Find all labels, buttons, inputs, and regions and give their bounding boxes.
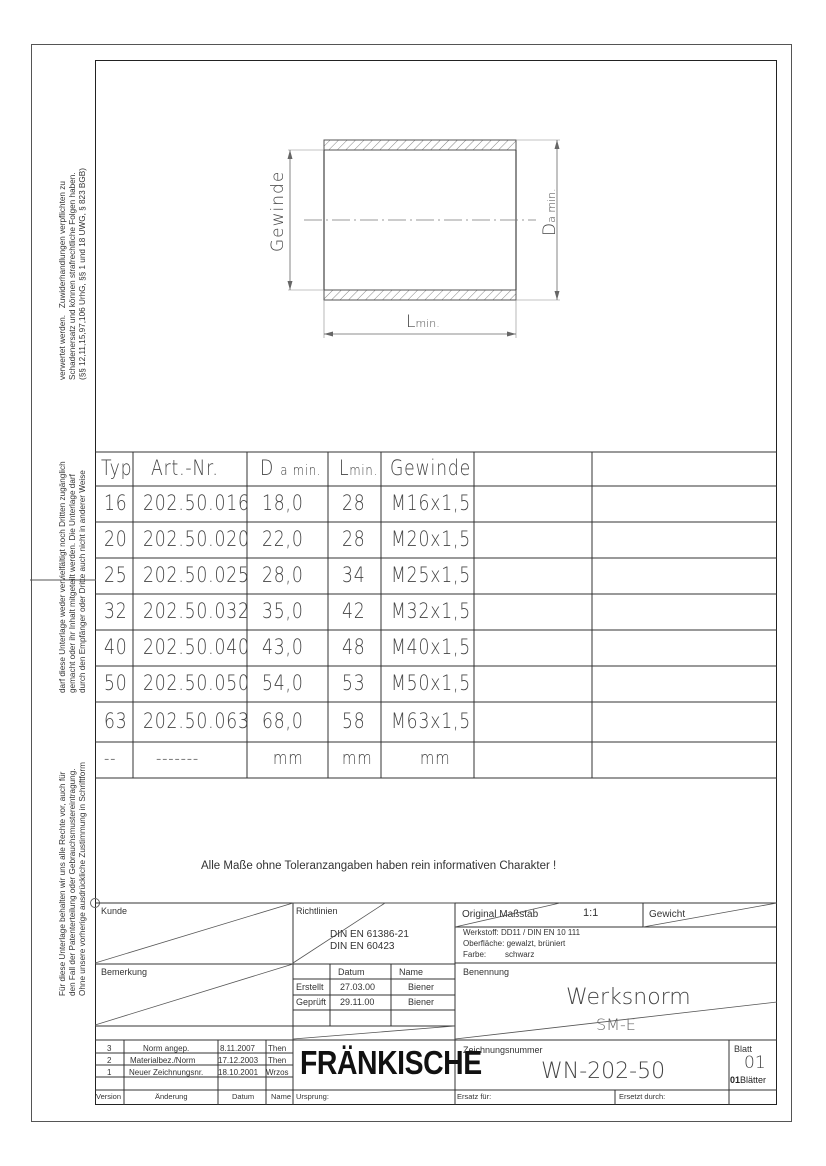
zeichnungsnummer-label: Zeichnungsnummer xyxy=(463,1045,543,1055)
cell-art-nr: 202.50.020 xyxy=(143,527,250,551)
ersatz-fuer-label: Ersatz für: xyxy=(457,1092,492,1101)
blatt-value: 01 xyxy=(744,1053,766,1073)
side-note-lower: Für diese Unterlage behalten wir uns alle Rechte vor, auch für den Fall der Patenterteilung oder Gebrauchsmustereintragung. Ohne unsere vorherige ausdrückliche Zustimmung in Schriftform xyxy=(58,762,87,996)
side-note-upper: verwertet werden. Zuwiderhandlungen verpflichten zu Schadenersatz und können strafrechtliche Folgen haben. (§§ 12,11,15,97,106 UrhG, §§ 1 und 18 UWG, § 823 BGB) xyxy=(58,168,87,380)
cell-l-min: 58 xyxy=(342,709,366,733)
revision-date: 17.12.2003 xyxy=(218,1056,259,1065)
cell-l-min: 48 xyxy=(342,635,366,659)
cell-da-min: 18,0 xyxy=(262,491,304,515)
rev-header-change: Änderung xyxy=(155,1092,188,1101)
diameter-symbol: D xyxy=(540,222,560,236)
header-d-symbol: D xyxy=(260,456,275,480)
cell-art-nr: 202.50.025 xyxy=(143,563,250,587)
cell-l-min: 34 xyxy=(342,563,366,587)
cell-gewinde: M16x1,5 xyxy=(391,491,472,515)
tolerance-note: Alle Maße ohne Toleranzangaben haben rein informativen Charakter ! xyxy=(201,860,557,872)
dimension-label-length xyxy=(406,312,440,332)
rev-header-name: Name xyxy=(271,1092,292,1101)
cell-typ: 63 xyxy=(104,709,128,733)
drawing-title: Werksnorm xyxy=(566,985,691,1010)
header-typ: Typ xyxy=(101,456,133,480)
cell-da-min: 43,0 xyxy=(262,635,304,659)
rev-header-version: Version xyxy=(96,1092,122,1101)
werkstoff: Werkstoff: DD11 / DIN EN 10 111 xyxy=(463,928,581,937)
header-d-subscript: a min. xyxy=(280,463,322,479)
drawing-number: WN-202-50 xyxy=(541,1059,666,1084)
cell-gewinde: M20x1,5 xyxy=(391,527,472,551)
header-l-min xyxy=(339,456,378,480)
erstellt-datum: 27.03.00 xyxy=(340,982,376,992)
blaetter-label: Blätter xyxy=(740,1075,767,1085)
richtlinien-label: Richtlinien xyxy=(296,906,338,916)
revision-name: Then xyxy=(268,1056,287,1065)
cell-l-min: 28 xyxy=(342,527,366,551)
gewicht-label: Gewicht xyxy=(649,909,686,920)
revision-change: Norm angep. xyxy=(143,1044,190,1053)
cell-art-nr: 202.50.063 xyxy=(143,709,250,733)
length-symbol: L xyxy=(406,312,416,332)
massstab-value: 1:1 xyxy=(583,907,599,919)
cell-typ: 20 xyxy=(104,527,128,551)
blaetter xyxy=(730,1075,766,1085)
cell-gewinde: M32x1,5 xyxy=(391,599,472,623)
erstellt-label: Erstellt xyxy=(296,982,324,992)
farbe-label: Farbe: xyxy=(463,950,487,959)
drawing-subtitle: SM-E xyxy=(596,1015,636,1034)
cell-da-min: 35,0 xyxy=(262,599,304,623)
cell-l-min: mm xyxy=(342,748,373,769)
cell-art-nr: 202.50.050 xyxy=(143,671,250,695)
revision-version: 1 xyxy=(107,1068,112,1077)
header-da-min xyxy=(260,456,321,480)
cell-typ: 32 xyxy=(104,599,128,623)
ursprung-label: Ursprung: xyxy=(296,1092,329,1101)
dimension-label-diameter xyxy=(540,188,560,236)
richtlinie-1: DIN EN 61386-21 xyxy=(330,929,409,940)
datum-header: Datum xyxy=(338,967,365,977)
cell-art-nr: 202.50.032 xyxy=(143,599,250,623)
geprueft-label: Geprüft xyxy=(296,997,327,1007)
ersetzt-durch-label: Ersetzt durch: xyxy=(619,1092,666,1101)
cell-l-min: 53 xyxy=(342,671,366,695)
blatt-label: Blatt xyxy=(734,1044,753,1054)
cell-typ: 50 xyxy=(104,671,128,695)
farbe-value: schwarz xyxy=(505,950,535,959)
revision-name: Then xyxy=(268,1044,287,1053)
cell-da-min: 68,0 xyxy=(262,709,304,733)
cell-typ: 16 xyxy=(104,491,128,515)
rev-header-date: Datum xyxy=(232,1092,255,1101)
revision-version: 3 xyxy=(107,1044,112,1053)
cell-typ: 25 xyxy=(104,563,128,587)
cell-typ: -- xyxy=(104,748,117,769)
dimension-label-thread: Gewinde xyxy=(268,170,288,252)
cell-da-min: mm xyxy=(273,748,304,769)
company-logo: FRÄNKISCHE xyxy=(300,1044,482,1081)
cell-l-min: 28 xyxy=(342,491,366,515)
revision-change: Materialbez./Norm xyxy=(130,1056,196,1065)
cell-gewinde: M63x1,5 xyxy=(391,709,472,733)
cell-art-nr: 202.50.040 xyxy=(143,635,250,659)
name-header: Name xyxy=(399,967,424,977)
side-note-middle: darf diese Unterlage weder vervielfältigt noch Dritten zugänglich gemacht oder ihr Inhalt mitgeteilt werden. Die Unterlage darf durch den Empfänger oder Dritte auch nicht in anderer Weise xyxy=(58,461,87,693)
benennung-label: Benennung xyxy=(463,967,510,977)
revision-date: 18.10.2001 xyxy=(218,1068,259,1077)
oberflaeche: Oberfläche: gewalzt, brüniert xyxy=(463,939,566,948)
revision-name: Wrzos xyxy=(266,1068,289,1077)
cell-gewinde: M25x1,5 xyxy=(391,563,472,587)
cell-gewinde: mm xyxy=(420,748,451,769)
revision-change: Neuer Zeichnungsnr. xyxy=(129,1068,204,1077)
revision-version: 2 xyxy=(107,1056,112,1065)
blaetter-value: 01 xyxy=(730,1075,741,1085)
bemerkung-label: Bemerkung xyxy=(101,967,148,977)
kunde-label: Kunde xyxy=(101,906,128,916)
cell-da-min: 54,0 xyxy=(262,671,304,695)
fold-mark xyxy=(30,575,96,585)
cell-gewinde: M40x1,5 xyxy=(391,635,472,659)
cell-l-min: 42 xyxy=(342,599,366,623)
geprueft-name: Biener xyxy=(408,997,435,1007)
cell-da-min: 22,0 xyxy=(262,527,304,551)
richtlinie-2: DIN EN 60423 xyxy=(330,941,395,952)
length-subscript: min. xyxy=(415,317,440,330)
header-l-subscript: min. xyxy=(349,463,379,479)
header-art-nr: Art.-Nr. xyxy=(151,456,219,480)
massstab-label: Original Maßstab xyxy=(462,909,539,920)
cell-gewinde: M50x1,5 xyxy=(391,671,472,695)
diameter-subscript: a min. xyxy=(545,188,558,223)
lower-wall xyxy=(324,290,516,300)
header-l-symbol: L xyxy=(339,456,350,480)
header-gewinde: Gewinde xyxy=(390,456,471,480)
upper-wall xyxy=(324,140,516,150)
cell-art-nr: 202.50.016 xyxy=(143,491,250,515)
cell-art-nr: ------- xyxy=(156,748,200,769)
cell-typ: 40 xyxy=(104,635,128,659)
cell-da-min: 28,0 xyxy=(262,563,304,587)
revision-date: 8.11.2007 xyxy=(220,1044,255,1053)
erstellt-name: Biener xyxy=(408,982,435,992)
geprueft-datum: 29.11.00 xyxy=(340,997,375,1007)
